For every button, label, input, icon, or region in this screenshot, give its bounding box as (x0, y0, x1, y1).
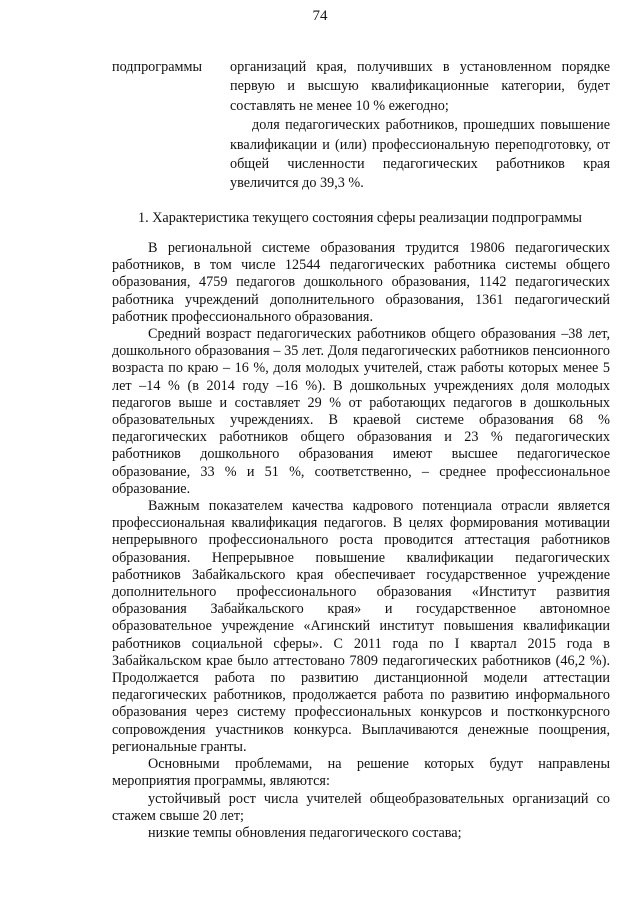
paragraph: низкие темпы обновления педагогического состава; (148, 824, 462, 841)
body-text (112, 240, 610, 842)
table-row-content (230, 58, 610, 194)
table-cell-paragraph: доля педагогических работников, прошедших повышение квалификации и (или) профессиональную переподготовку, от общей численности педагогических работников края увеличится до 39,3 %. (230, 117, 610, 192)
paragraph: Средний возраст педагогических работников общего образования –38 лет, дошкольного образования – 35 лет. Доля педагогических работников пенсионного возраста по краю – 16 %, доля молодых учителей, стаж работы которых менее 5 лет –14 % (в 2014 году –16 %). В дошкольных учреждениях доля молодых педагогов выше и составляет 29 % от работающих педагогов в дошкольных образовательных учреждениях. В краевой системе образования 68 % педагогических работников общего образования и 23 % педагогических работников дошкольного образования имеют высшее педагогическое образование, 33 % и 51 %, соответственно, – среднее профессиональное образование. (112, 326, 610, 497)
table-cell-paragraph: организаций края, получивших в установленном порядке первую и высшую квалификационные категории, будет составлять не менее 10 % ежегодно; (230, 59, 610, 114)
table-row-label: подпрограммы (112, 59, 202, 75)
paragraph: В региональной системе образования трудится 19806 педагогических работников, в том числе 12544 педагогических работника системы общего образования, 4759 педагогов дошкольного образования, 1142 педагогических работника учреждений дополнительного образования, 1361 педагогический работник профессионального образования. (112, 240, 610, 325)
section-heading: 1. Характеристика текущего состояния сферы реализации подпрограммы (138, 210, 582, 226)
paragraph: Важным показателем качества кадрового потенциала отрасли является профессиональная квалификация педагогов. В целях формирования мотивации непрерывного профессионального роста проводится аттестация работников образования. Непрерывное повышение квалификации педагогических работников Забайкальского края обеспечивает государственное учреждение дополнительного профессионального образования «Институт развития образования Забайкальского края» и государственное автономное образовательное учреждение «Агинский институт повышения квалификации работников социальной сферы». С 2011 года по I квартал 2015 года в Забайкальском крае было аттестовано 7809 педагогических работников (46,2 %). Продолжается работа по развитию дистанционной модели аттестации педагогических работников, продолжается работа по развитию информального образования через систему профессиональных конкурсов и постконкурсного сопровождения участников конкурса. Выплачиваются денежные поощрения, региональные гранты. (112, 498, 610, 755)
page-number: 74 (312, 8, 328, 24)
table-row (112, 58, 610, 194)
paragraph: Основными проблемами, на решение которых будут направлены мероприятия программы, являются: (112, 756, 610, 790)
paragraph: устойчивый рост числа учителей общеобразовательных организаций со стажем свыше 20 лет; (112, 790, 610, 824)
